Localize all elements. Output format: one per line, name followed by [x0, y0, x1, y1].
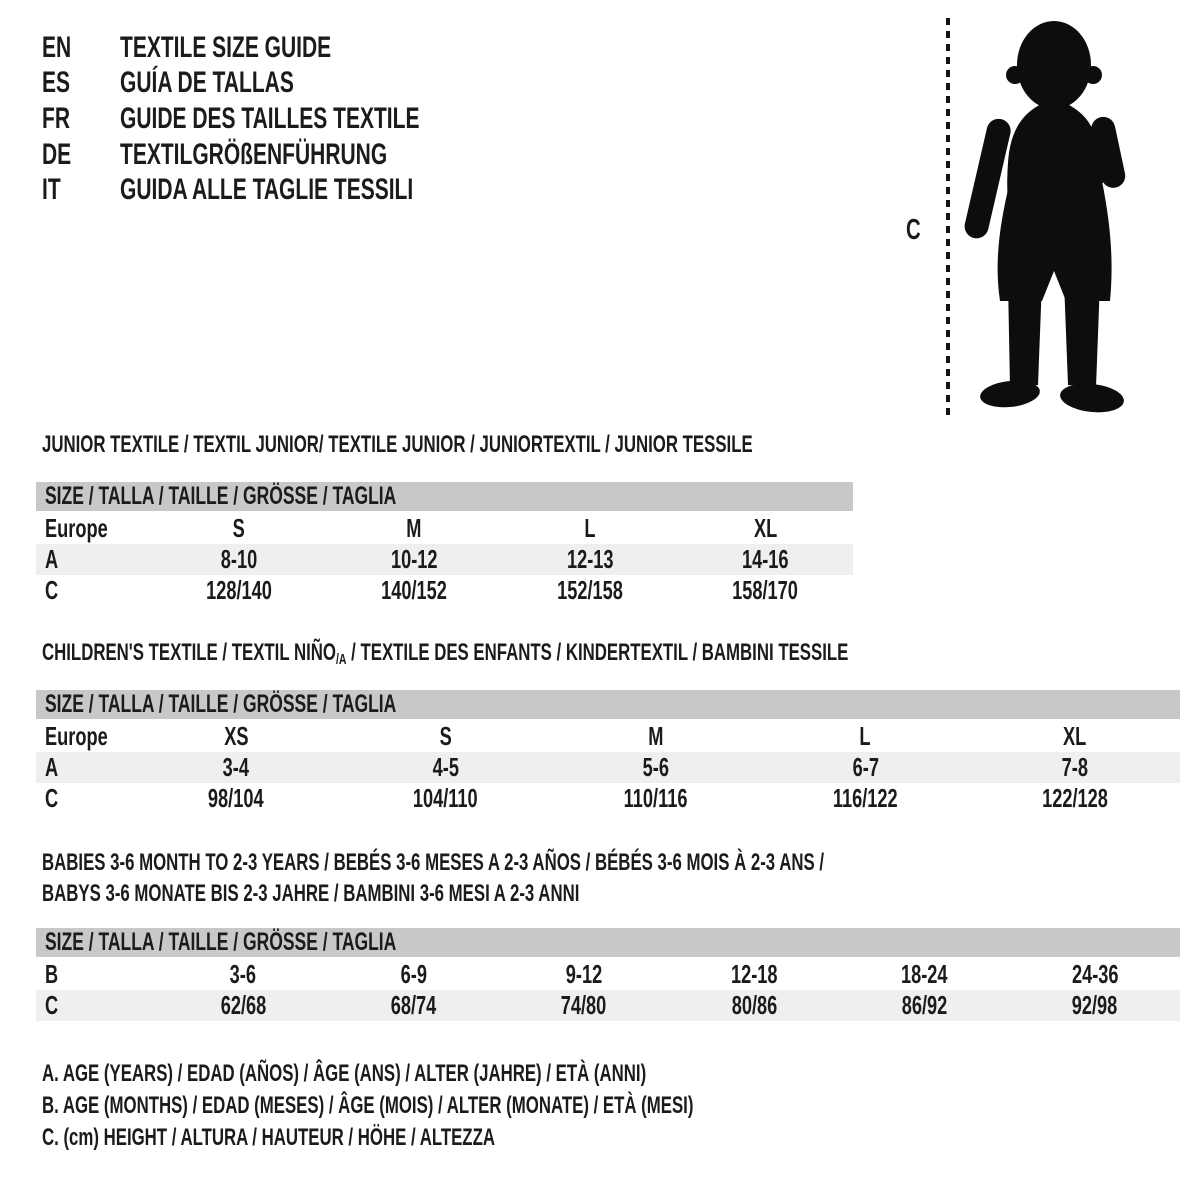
babies-section-title-line2: BABYS 3-6 MONATE BIS 2-3 JAHRE / BAMBINI 3-6 MESI A 2-3 ANNI — [42, 880, 580, 907]
age-cell: 14-16 — [741, 544, 789, 574]
size-cell: L — [859, 721, 871, 751]
size-cell: M — [647, 721, 664, 751]
age-cell: 6-9 — [400, 959, 427, 989]
babies-section-title-line1: BABIES 3-6 MONTH TO 2-3 YEARS / BEBÉS 3-6 MESES A 2-3 AÑOS / BÉBÉS 3-6 MOIS À 2-3 ANS / — [42, 849, 825, 876]
height-dashed-line-icon — [946, 18, 950, 416]
height-cell: 104/110 — [413, 783, 479, 813]
size-cell: L — [584, 513, 596, 543]
guide-title-es: GUÍA DE TALLAS — [120, 66, 294, 100]
nino-a-subscript: /A — [335, 651, 347, 668]
age-cell: 9-12 — [565, 959, 603, 989]
legend-line-a: A. AGE (YEARS) / EDAD (AÑOS) / ÂGE (ANS) / ALTER (JAHRE) / ETÀ (ANNI) — [42, 1060, 647, 1087]
age-months-row — [36, 958, 1180, 990]
language-row-es — [42, 66, 548, 102]
age-cell: 3-4 — [222, 752, 250, 782]
legend-line-c: C. (cm) HEIGHT / ALTURA / HAUTEUR / HÖHE / ALTEZZA — [42, 1124, 495, 1151]
row-label: A — [45, 544, 59, 574]
age-cell: 6-7 — [852, 752, 879, 782]
height-cm-row — [36, 783, 1180, 814]
language-title-list — [42, 30, 548, 208]
age-cell: 4-5 — [432, 752, 459, 782]
size-cell: XS — [223, 721, 249, 751]
height-cell: 68/74 — [390, 990, 437, 1020]
age-years-row — [36, 752, 1180, 783]
row-label: C — [45, 575, 59, 605]
age-cell: 7-8 — [1061, 752, 1089, 782]
row-label: Europe — [45, 721, 108, 751]
height-cell: 140/152 — [381, 575, 448, 605]
junior-size-table — [36, 482, 853, 606]
row-label: B — [45, 959, 59, 989]
size-header-label: SIZE / TALLA / TAILLE / GRÖSSE / TAGLIA — [45, 482, 397, 510]
height-dimension-label: C — [906, 214, 921, 246]
height-cell: 122/128 — [1042, 783, 1108, 813]
guide-title-de: TEXTILGRÖßENFÜHRUNG — [120, 137, 388, 171]
size-cell: XL — [1063, 721, 1087, 751]
language-code: ES — [42, 66, 71, 100]
size-header-row — [36, 690, 1180, 720]
height-cell: 62/68 — [220, 990, 266, 1020]
language-code: EN — [42, 30, 72, 64]
age-cell: 3-6 — [230, 959, 257, 989]
children-size-table — [36, 690, 1180, 814]
guide-title-fr: GUIDE DES TAILLES TEXTILE — [120, 101, 420, 135]
legend-line-b: B. AGE (MONTHS) / EDAD (MESES) / ÂGE (MOIS) / ALTER (MONATE) / ETÀ (MESI) — [42, 1092, 694, 1119]
size-header-label: SIZE / TALLA / TAILLE / GRÖSSE / TAGLIA — [45, 928, 397, 956]
toddler-silhouette-icon — [964, 13, 1136, 419]
size-header-row — [36, 928, 1180, 958]
row-label: A — [45, 752, 59, 782]
age-cell: 24-36 — [1071, 959, 1119, 989]
height-cell: 74/80 — [561, 990, 607, 1020]
age-cell: 10-12 — [390, 544, 438, 574]
age-cell: 12-13 — [566, 544, 614, 574]
size-header-label: SIZE / TALLA / TAILLE / GRÖSSE / TAGLIA — [45, 690, 397, 718]
language-code: FR — [42, 101, 70, 135]
language-row-de — [42, 137, 548, 173]
language-code: IT — [42, 173, 61, 207]
height-cell: 128/140 — [205, 575, 272, 605]
height-cell: 86/92 — [901, 990, 948, 1020]
language-row-it — [42, 172, 548, 208]
age-cell: 8-10 — [220, 544, 257, 574]
age-years-row — [36, 544, 853, 575]
height-cell: 80/86 — [731, 990, 777, 1020]
row-label: Europe — [45, 513, 108, 543]
europe-sizes-row — [36, 512, 853, 544]
size-header-row — [36, 482, 853, 512]
height-cell: 152/158 — [556, 575, 623, 605]
language-code: DE — [42, 137, 72, 171]
babies-size-table — [36, 928, 1180, 1021]
height-cm-row — [36, 990, 1180, 1021]
size-cell: M — [406, 513, 422, 543]
language-row-en — [42, 30, 548, 66]
height-cell: 110/116 — [623, 783, 688, 813]
guide-title-it: GUIDA ALLE TAGLIE TESSILI — [120, 173, 414, 207]
size-cell: S — [439, 721, 452, 751]
row-label: C — [45, 990, 59, 1020]
age-cell: 5-6 — [642, 752, 669, 782]
junior-section-title: JUNIOR TEXTILE / TEXTIL JUNIOR/ TEXTILE JUNIOR / JUNIORTEXTIL / JUNIOR TESSILE — [42, 431, 753, 458]
height-cell: 116/122 — [832, 783, 898, 813]
dimension-legend — [42, 1058, 973, 1154]
height-cell: 98/104 — [208, 783, 264, 813]
language-row-fr — [42, 101, 548, 137]
children-section-title: CHILDREN'S TEXTILE / TEXTIL $NIÑO_{/A}$ / TEXTILE DES ENFANTS / KINDERTEXTIL / BAMBINI TESSILE — [42, 639, 849, 668]
size-cell: S — [232, 513, 245, 543]
europe-sizes-row — [36, 720, 1180, 752]
row-label: C — [45, 783, 59, 813]
size-cell: XL — [753, 513, 777, 543]
guide-title-en: TEXTILE SIZE GUIDE — [120, 30, 332, 64]
age-cell: 18-24 — [901, 959, 948, 989]
height-cell: 158/170 — [732, 575, 799, 605]
height-cell: 92/98 — [1072, 990, 1118, 1020]
height-cm-row — [36, 575, 853, 606]
age-cell: 12-18 — [730, 959, 778, 989]
